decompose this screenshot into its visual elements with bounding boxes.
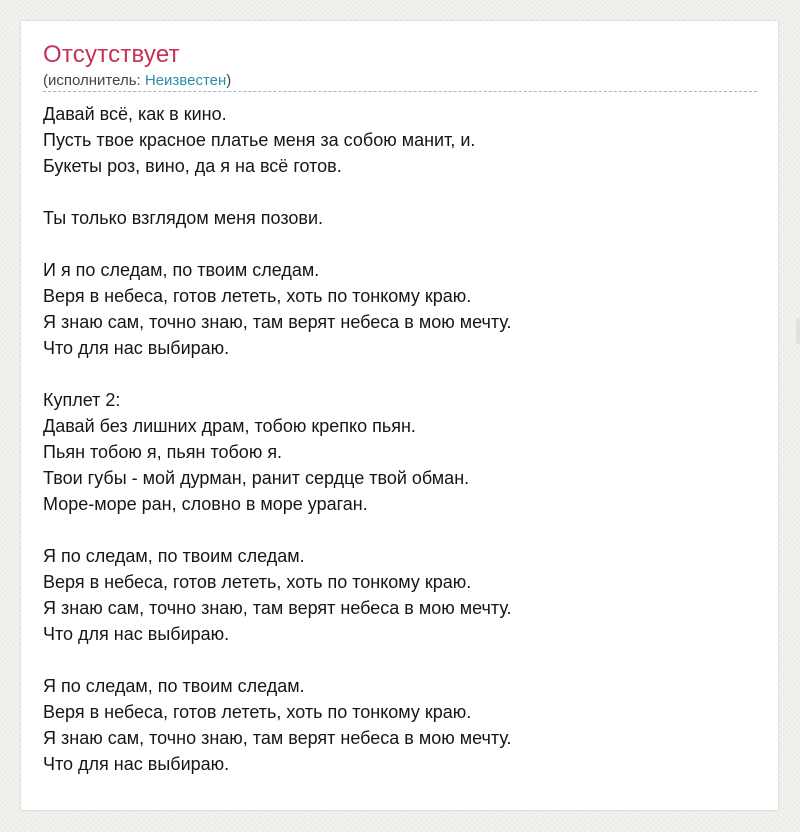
lyric-line: Пьян тобою я, пьян тобою я. bbox=[43, 442, 283, 462]
lyric-line: Я по следам, по твоим следам. bbox=[43, 546, 305, 566]
lyrics-text bbox=[43, 101, 757, 777]
stanza bbox=[43, 543, 757, 647]
lyric-line: Что для нас выбираю. bbox=[43, 338, 230, 358]
lyric-line: Пусть твое красное платье меня за собою манит, и. bbox=[43, 130, 476, 150]
lyric-line: Букеты роз, вино, да я на всё готов. bbox=[43, 156, 342, 176]
artist-line bbox=[43, 71, 757, 91]
lyric-line: Веря в небеса, готов лететь, хоть по тонкому краю. bbox=[43, 286, 472, 306]
lyric-line: Веря в небеса, готов лететь, хоть по тонкому краю. bbox=[43, 572, 472, 592]
stanza bbox=[43, 205, 757, 231]
lyric-line: Твои губы - мой дурман, ранит сердце твой обман. bbox=[43, 468, 470, 488]
title-divider bbox=[43, 91, 757, 92]
stanza bbox=[43, 673, 757, 777]
lyric-line: Я по следам, по твоим следам. bbox=[43, 676, 305, 696]
lyric-line: Веря в небеса, готов лететь, хоть по тонкому краю. bbox=[43, 702, 472, 722]
artist-suffix: ) bbox=[226, 72, 232, 89]
lyric-line: Что для нас выбираю. bbox=[43, 624, 230, 644]
lyric-line: Море-море ран, словно в море ураган. bbox=[43, 494, 368, 514]
lyric-line: Я знаю сам, точно знаю, там верят небеса в мою мечту. bbox=[43, 312, 512, 332]
scroll-indicator[interactable] bbox=[796, 318, 800, 344]
stanza bbox=[43, 387, 757, 517]
lyric-line: Ты только взглядом меня позови. bbox=[43, 208, 324, 228]
artist-prefix: (исполнитель: bbox=[43, 72, 145, 89]
lyric-line: И я по следам, по твоим следам. bbox=[43, 260, 320, 280]
stanza bbox=[43, 101, 757, 179]
artist-link[interactable]: Неизвестен bbox=[144, 72, 227, 89]
lyric-line: Я знаю сам, точно знаю, там верят небеса в мою мечту. bbox=[43, 598, 512, 618]
verse-heading: Куплет 2: bbox=[43, 390, 121, 410]
song-title: Отсутствует bbox=[43, 41, 180, 68]
lyric-line: Давай без лишних драм, тобою крепко пьян. bbox=[43, 416, 416, 436]
stanza bbox=[43, 257, 757, 361]
lyric-line: Давай всё, как в кино. bbox=[43, 104, 227, 124]
lyric-line: Что для нас выбираю. bbox=[43, 754, 230, 774]
lyric-line: Я знаю сам, точно знаю, там верят небеса в мою мечту. bbox=[43, 728, 512, 748]
lyrics-card bbox=[21, 21, 778, 810]
